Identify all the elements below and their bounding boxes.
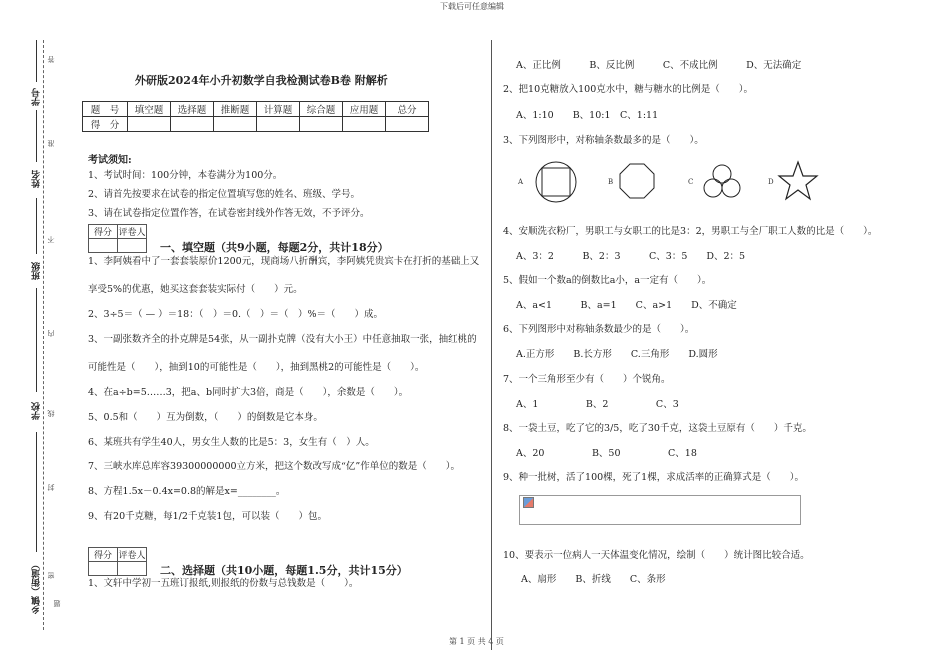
underline-name [36,110,37,162]
score-row-label: 得 分 [83,117,128,132]
options-line: A、1:10 B、10:1 C、1:11 [516,110,659,121]
score-table-score-row [83,117,429,132]
question-line: 8、一袋土豆，吃了它的3/5，吃了30千克，这袋土豆原有（ ）千克。 [503,423,812,434]
score-cell: 题 号 [83,102,128,117]
symmetry-figures [530,158,830,208]
seal-char: 密 [47,572,55,579]
seal-char: 内 [47,330,55,337]
binding-label-student-id: 学号 [32,88,42,106]
figure-label-c: C [688,178,694,186]
grader-score-blank[interactable] [89,239,118,253]
question-line: 7、一个三角形至少有（ ）个锐角。 [503,374,671,385]
question-line: 3、下列图形中，对称轴条数最多的是（ ）。 [503,135,704,146]
seal-char: 封 [47,484,55,491]
question-line: 5、假如一个数a的倒数比a小，a一定有（ ）。 [503,275,712,286]
score-blank[interactable] [171,117,214,132]
question-line: 2、把10克糖放入100克水中，糖与糖水的比例是（ ）。 [503,84,754,95]
score-table [82,101,429,132]
options-line: A、1 B、2 C、3 [516,399,679,410]
question-line: 6、某班共有学生40人，男女生人数的比是5：3，女生有（ ）人。 [88,437,375,448]
figure-octagon [620,164,654,198]
grader-reviewer-label: 评卷人 [118,548,147,562]
question-line: 1、文轩中学初一五班订报纸,则报纸的份数与总钱数是（ ）。 [88,578,359,589]
grader-reviewer-label: 评卷人 [118,225,147,239]
grader-reviewer-blank[interactable] [118,562,147,576]
question-line: 10、要表示一位病人一天体温变化情况，绘制（ ）统计图比较合适。 [503,550,810,561]
question-line: 4、安顺洗衣粉厂，男职工与女职工的比是3：2，男职工与全厂职工人数的比是（ ）。 [503,226,878,237]
question-line: 6、下列图形中对称轴条数最少的是（ ）。 [503,324,695,335]
broken-image-icon [523,497,534,508]
answer-image-box [519,495,801,525]
page-footer: 第 1 页 共 4 页 [449,637,504,646]
seal-char: 准 [47,140,55,147]
score-blank[interactable] [343,117,386,132]
figure-three-circles [704,165,740,197]
question-line: 3、一副张数齐全的扑克牌是54张，从一副扑克牌（没有大小王）中任意抽取一张，抽红桃的 [88,334,477,345]
figure-star [779,162,817,199]
header-note: 下载后可任意编辑 [440,2,504,11]
section-title-fill-blank: 一、填空题（共9小题，每题2分，共计18分） [160,241,389,254]
question-line: 享受5%的优惠，她买这套套装实际付（ ）元。 [88,284,303,295]
score-cell: 推断题 [214,102,257,117]
seal-char: 不 [47,236,55,243]
score-cell: 计算题 [257,102,300,117]
grader-box [88,547,147,576]
binding-label-name: 姓名 [32,170,42,188]
score-cell: 总分 [386,102,429,117]
figure-label-a: A [518,178,524,186]
question-line: 9、种一批树，活了100棵，死了1棵，求成活率的正确算式是（ ）。 [503,472,804,483]
figure-circle-square [536,162,576,202]
question-line: 9、有20千克糖，每1/2千克装1包，可以装（ ）包。 [88,511,327,522]
options-line: A、扇形 B、折线 C、条形 [521,574,666,585]
question-line: 5、0.5和（ ）互为倒数，（ ）的倒数是它本身。 [88,412,323,423]
figure-label-d: D [768,178,774,186]
score-cell: 选择题 [171,102,214,117]
binding-label-township: 乡镇（街道） [32,560,42,614]
options-line: A、a<1 B、a=1 C、a>1 D、不确定 [516,300,737,311]
question-line: 2、3÷5＝（ — ）＝18：（ ）＝0.（ ）＝（ ）%＝（ ）成。 [88,309,384,320]
score-table-header-row [83,102,429,117]
page-title: 外研版2024年小升初数学自我检测试卷B卷 附解析 [135,74,388,87]
grader-reviewer-blank[interactable] [118,239,147,253]
column-divider [491,40,492,650]
underline-school [36,288,37,392]
seal-line [43,40,44,630]
binding-label-school: 学校 [32,402,42,420]
score-cell: 综合题 [300,102,343,117]
score-blank[interactable] [257,117,300,132]
binding-label-class: 班级 [32,262,42,280]
grader-score-blank[interactable] [89,562,118,576]
question-line: 可能性是（ ），抽到10的可能性是（ ），抽到黑桃2的可能性是（ ）。 [88,362,425,373]
grader-score-label: 得分 [89,225,118,239]
score-cell: 应用题 [343,102,386,117]
score-blank[interactable] [128,117,171,132]
options-line: A.正方形 B.长方形 C.三角形 D.圆形 [516,349,718,360]
seal-char: 答 [47,56,55,63]
figure-label-b: B [608,178,614,186]
score-blank[interactable] [300,117,343,132]
seal-char: 题 [53,600,61,607]
question-line: 4、在a÷b=5……3，把a、b同时扩大3倍，商是（ ），余数是（ ）。 [88,387,409,398]
question-line: 7、三峡水库总库容39300000000立方米，把这个数改写成“亿”作单位的数是（ ）。 [88,461,460,472]
options-line: A、正比例 B、反比例 C、不成比例 D、无法确定 [516,60,802,71]
notice-item: 2、请首先按要求在试卷的指定位置填写您的姓名、班级、学号。 [88,189,361,200]
section-title-choice: 二、选择题（共10小题，每题1.5分，共计15分） [160,564,408,577]
underline-township [36,432,37,552]
notice-heading: 考试须知: [88,155,132,166]
seal-char: 线 [47,410,55,417]
score-blank[interactable] [214,117,257,132]
underline-student-id [36,40,37,82]
notice-item: 3、请在试卷指定位置作答，在试卷密封线外作答无效，不予评分。 [88,208,370,219]
notice-item: 1、考试时间：100分钟，本卷满分为100分。 [88,170,283,181]
grader-score-label: 得分 [89,548,118,562]
options-line: A、3：2 B、2：3 C、3：5 D、2：5 [516,251,746,262]
options-line: A、20 B、50 C、18 [516,448,697,459]
question-line: 8、方程1.5x－0.4x=0.8的解是x=________。 [88,486,286,497]
grader-box [88,224,147,253]
score-blank[interactable] [386,117,429,132]
question-line: 1、李阿姨看中了一套套装原价1200元，现商场八折酬宾，李阿姨凭贵宾卡在打折的基础上又 [88,256,480,267]
score-cell: 填空题 [128,102,171,117]
underline-class [36,198,37,254]
